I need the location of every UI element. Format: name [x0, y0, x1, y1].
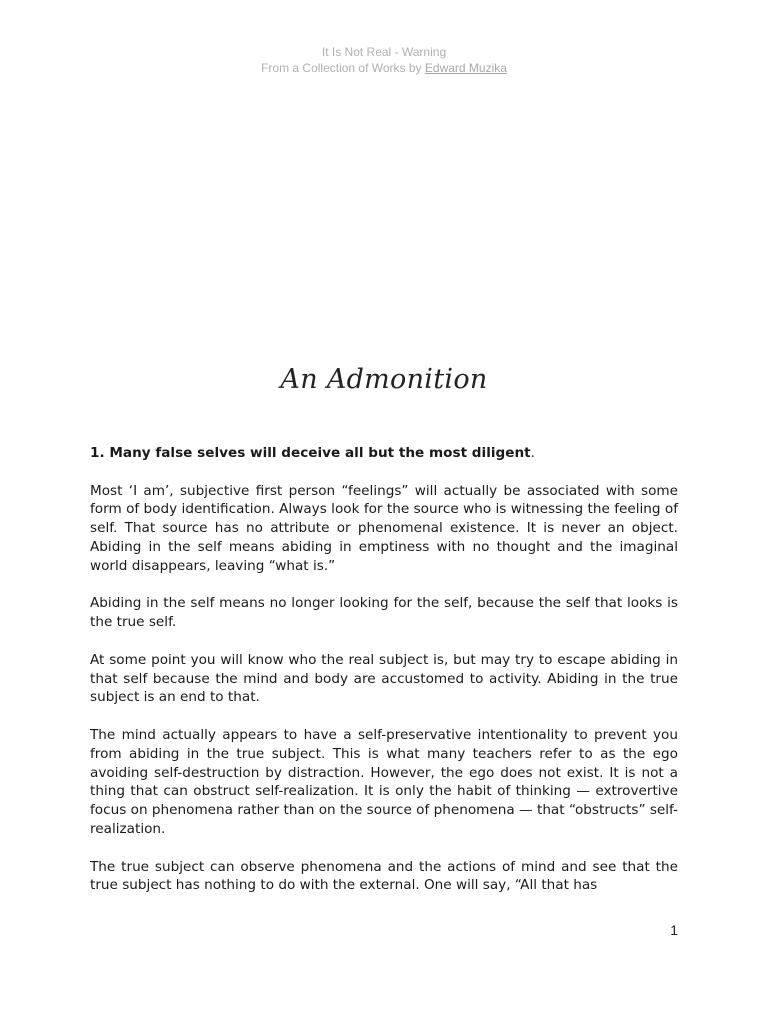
section-heading-text: Many false selves will deceive all but the most diligent	[109, 445, 531, 461]
document-header	[0, 44, 768, 76]
paragraph: Abiding in the self means no longer looking for the self, because the self that looks is the true self.	[90, 595, 678, 631]
header-subtitle-prefix: From a Collection of Works by	[261, 61, 425, 75]
author-portrait	[250, 106, 506, 314]
section-heading: 1. Many false selves will deceive all but the most diligent.	[90, 445, 535, 461]
header-title: It Is Not Real - Warning	[321, 45, 447, 59]
author-link[interactable]: Edward Muzika	[424, 61, 507, 75]
section-heading-end: .	[530, 445, 535, 461]
section-heading-number: 1	[90, 445, 100, 461]
paragraph: The true subject can observe phenomena and the actions of mind and see that the true subject has nothing to do with the external. One will say, “All that has	[90, 858, 678, 894]
header-subtitle	[0, 60, 768, 76]
document-title: An Admonition	[280, 364, 488, 395]
page-number: 1	[670, 922, 678, 938]
paragraph: The mind actually appears to have a self-preservative intentionality to prevent you from abiding in the true subject. This is what many teachers refer to as the ego avoiding self-destruction by distraction. However, the ego does not exist. It is not a thing that can obstruct self-realization. It is only the habit of thinking — extrovertive focus on phenomena rather than on the source of phenomena — that “obstructs” self-realization.	[90, 726, 678, 837]
paragraph: Most ‘I am’, subjective first person “feelings” will actually be associated with some form of body identification. Always look for the source who is witnessing the feeling of self. That source has no attribute or phenomenal existence. It is never an object. Abiding in the self means abiding in emptiness with no thought and the imaginal world disappears, leaving “what is.”	[90, 482, 678, 574]
document-body	[90, 444, 678, 914]
paragraph: At some point you will know who the real subject is, but may try to escape abiding in that self because the mind and body are accustomed to activity. Abiding in the true subject is an end to that.	[90, 651, 678, 706]
